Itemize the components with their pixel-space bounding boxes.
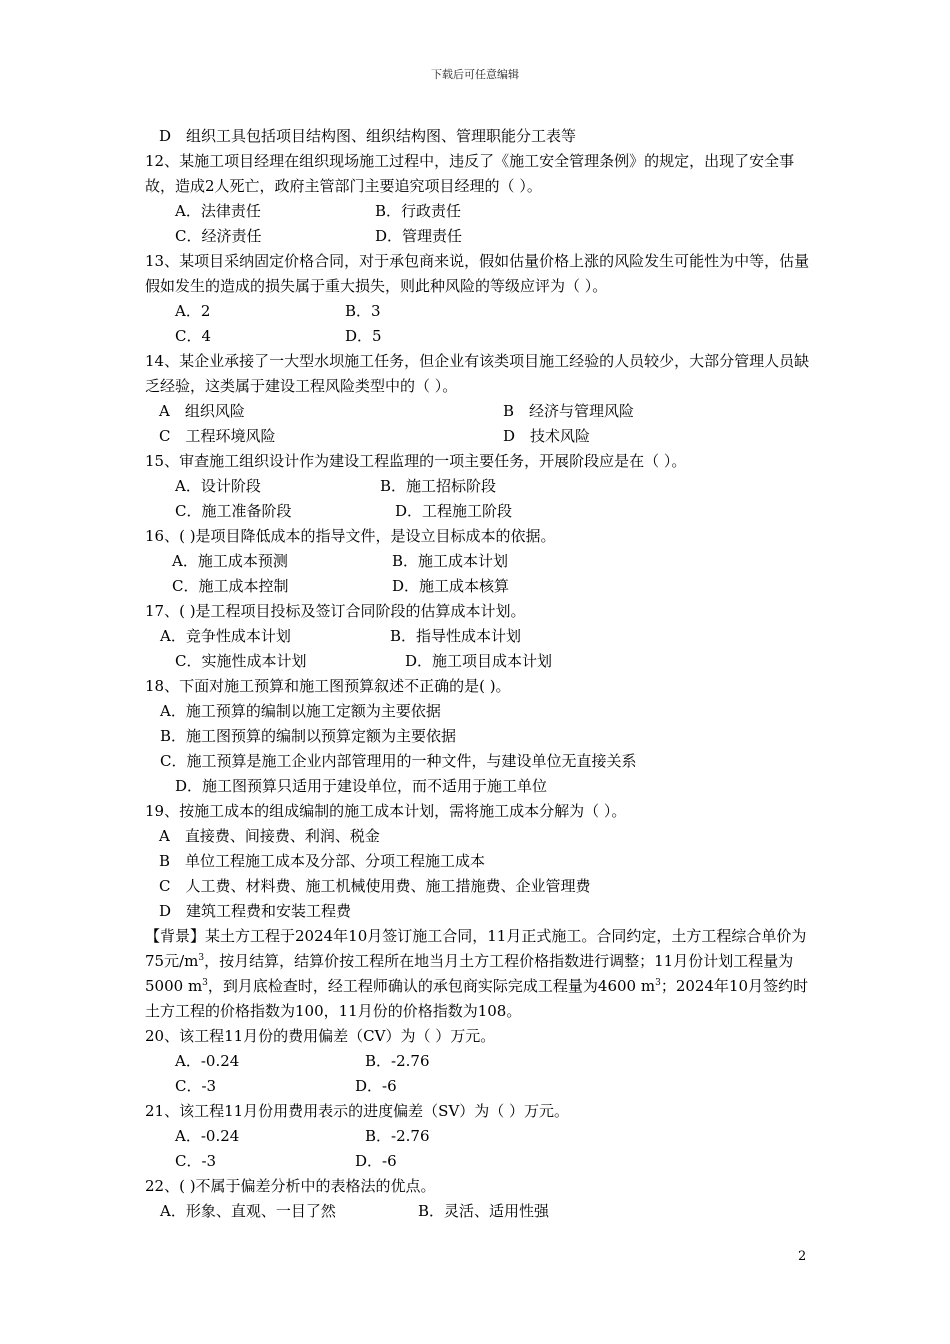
options-row [145,624,810,649]
options-row [145,1199,810,1224]
options-row [145,499,810,524]
page-number: 2 [798,1249,807,1264]
option-d: D．-6 [355,1077,397,1095]
option-c: C．施工准备阶段 [175,502,292,520]
background-text: ，按月结算，结算价按工程所在地当月土方工程价格指数进行调整；11月份计划工程量为5000 m [145,952,794,995]
page-header: 下载后可任意编辑 [431,68,519,81]
options-row [145,1049,810,1074]
superscript: 3 [202,978,208,988]
option-d: D．5 [345,327,382,345]
question-18: 18、下面对施工预算和施工图预算叙述不正确的是( )。 [145,677,511,695]
options-row [145,224,810,249]
option-a: A．形象、直观、一目了然 [160,1202,336,1220]
option-d: D．工程施工阶段 [395,502,513,520]
question-15: 15、审查施工组织设计作为建设工程监理的一项主要任务，开展阶段应是在（ ）。 [145,452,687,470]
option-a: A．-0.24 [175,1052,240,1070]
option-c: C．施工成本控制 [172,577,289,595]
option-d: D．管理责任 [375,227,463,245]
options-row [145,299,810,324]
question-17: 17、( )是工程项目投标及签订合同阶段的估算成本计划。 [145,602,526,620]
option-b: B．施工成本计划 [392,552,509,570]
option-c: C．经济责任 [175,227,262,245]
superscript: 3 [655,978,661,988]
option-a: A．法律责任 [175,202,261,220]
option-b: B．施工图预算的编制以预算定额为主要依据 [160,727,457,745]
option-c: C．-3 [175,1077,217,1095]
options-row [145,424,810,449]
options-row [145,324,810,349]
option-a: A．施工预算的编制以施工定额为主要依据 [160,702,441,720]
options-row [145,1074,810,1099]
option-d: D．-6 [355,1152,397,1170]
option-c: C．实施性成本计划 [175,652,307,670]
question-16: 16、( )是项目降低成本的指导文件，是设立目标成本的依据。 [145,527,556,545]
option-a: A．设计阶段 [175,477,261,495]
option-a: A．-0.24 [175,1127,240,1145]
option-c: C．4 [175,327,212,345]
option-b: B．指导性成本计划 [390,627,522,645]
options-row [145,574,810,599]
options-row [145,649,810,674]
document-body [145,124,810,1224]
option-c: C 人工费、材料费、施工机械使用费、施工措施费、企业管理费 [159,877,591,895]
question-14: 14、某企业承接了一大型水坝施工任务，但企业有该类项目施工经验的人员较少，大部分管理人员缺乏经验，这类属于建设工程风险类型中的（ ）。 [145,352,810,395]
question-19: 19、按施工成本的组成编制的施工成本计划，需将施工成本分解为（ ）。 [145,802,627,820]
option-line: D 组织工具包括项目结构图、组织结构图、管理职能分工表等 [159,127,577,145]
option-d: D．施工项目成本计划 [405,652,553,670]
question-21: 21、该工程11月份用费用表示的进度偏差（SV）为（ ）万元。 [145,1102,570,1120]
option-b: B．灵活、适用性强 [418,1202,550,1220]
option-b: B．-2.76 [365,1052,430,1070]
question-20: 20、该工程11月份的费用偏差（CV）为（ ）万元。 [145,1027,496,1045]
option-a: A．竞争性成本计划 [160,627,291,645]
option-a: A 组织风险 [159,402,245,420]
option-a: A．施工成本预测 [172,552,288,570]
question-12: 12、某施工项目经理在组织现场施工过程中，违反了《施工安全管理条例》的规定，出现了安全事故，造成2人死亡，政府主管部门主要追究项目经理的（ ）。 [145,152,795,195]
option-b: B．施工招标阶段 [380,477,497,495]
option-b: B．-2.76 [365,1127,430,1145]
option-b: B 经济与管理风险 [503,402,635,420]
option-c: C．-3 [175,1152,217,1170]
option-b: B．行政责任 [375,202,462,220]
options-row [145,199,810,224]
option-b: B 单位工程施工成本及分部、分项工程施工成本 [159,852,486,870]
option-d: D 技术风险 [503,427,591,445]
options-row [145,399,810,424]
option-d: D．施工图预算只适用于建设单位，而不适用于施工单位 [175,777,548,795]
option-d: D．施工成本核算 [392,577,510,595]
options-row [145,549,810,574]
options-row [145,474,810,499]
question-13: 13、某项目采纳固定价格合同，对于承包商来说，假如估量价格上涨的风险发生可能性为中等，估量假如发生的造成的损失属于重大损失，则此种风险的等级应评为（ ）。 [145,252,810,295]
options-row [145,1124,810,1149]
option-a: A 直接费、间接费、利润、税金 [159,827,380,845]
question-22: 22、( )不属于偏差分析中的表格法的优点。 [145,1177,436,1195]
option-c: C 工程环境风险 [159,427,276,445]
option-c: C．施工预算是施工企业内部管理用的一种文件，与建设单位无直接关系 [160,752,637,770]
background-paragraph [145,924,810,1024]
option-d: D 建筑工程费和安装工程费 [159,902,352,920]
background-text: ；2024年10月签约时土方工程的价格指数为100，11月份的价格指数为108。 [145,977,809,1020]
options-row [145,1149,810,1174]
option-a: A．2 [175,302,211,320]
option-b: B．3 [345,302,381,320]
background-text: ，到月底检查时，经工程师确认的承包商实际完成工程量为4600 m [207,977,656,995]
background-text: 【背景】某土方工程于2024年10月签订施工合同，11月正式施工。合同约定，土方工程综合单价为75元/m [145,927,807,970]
superscript: 3 [198,953,205,963]
